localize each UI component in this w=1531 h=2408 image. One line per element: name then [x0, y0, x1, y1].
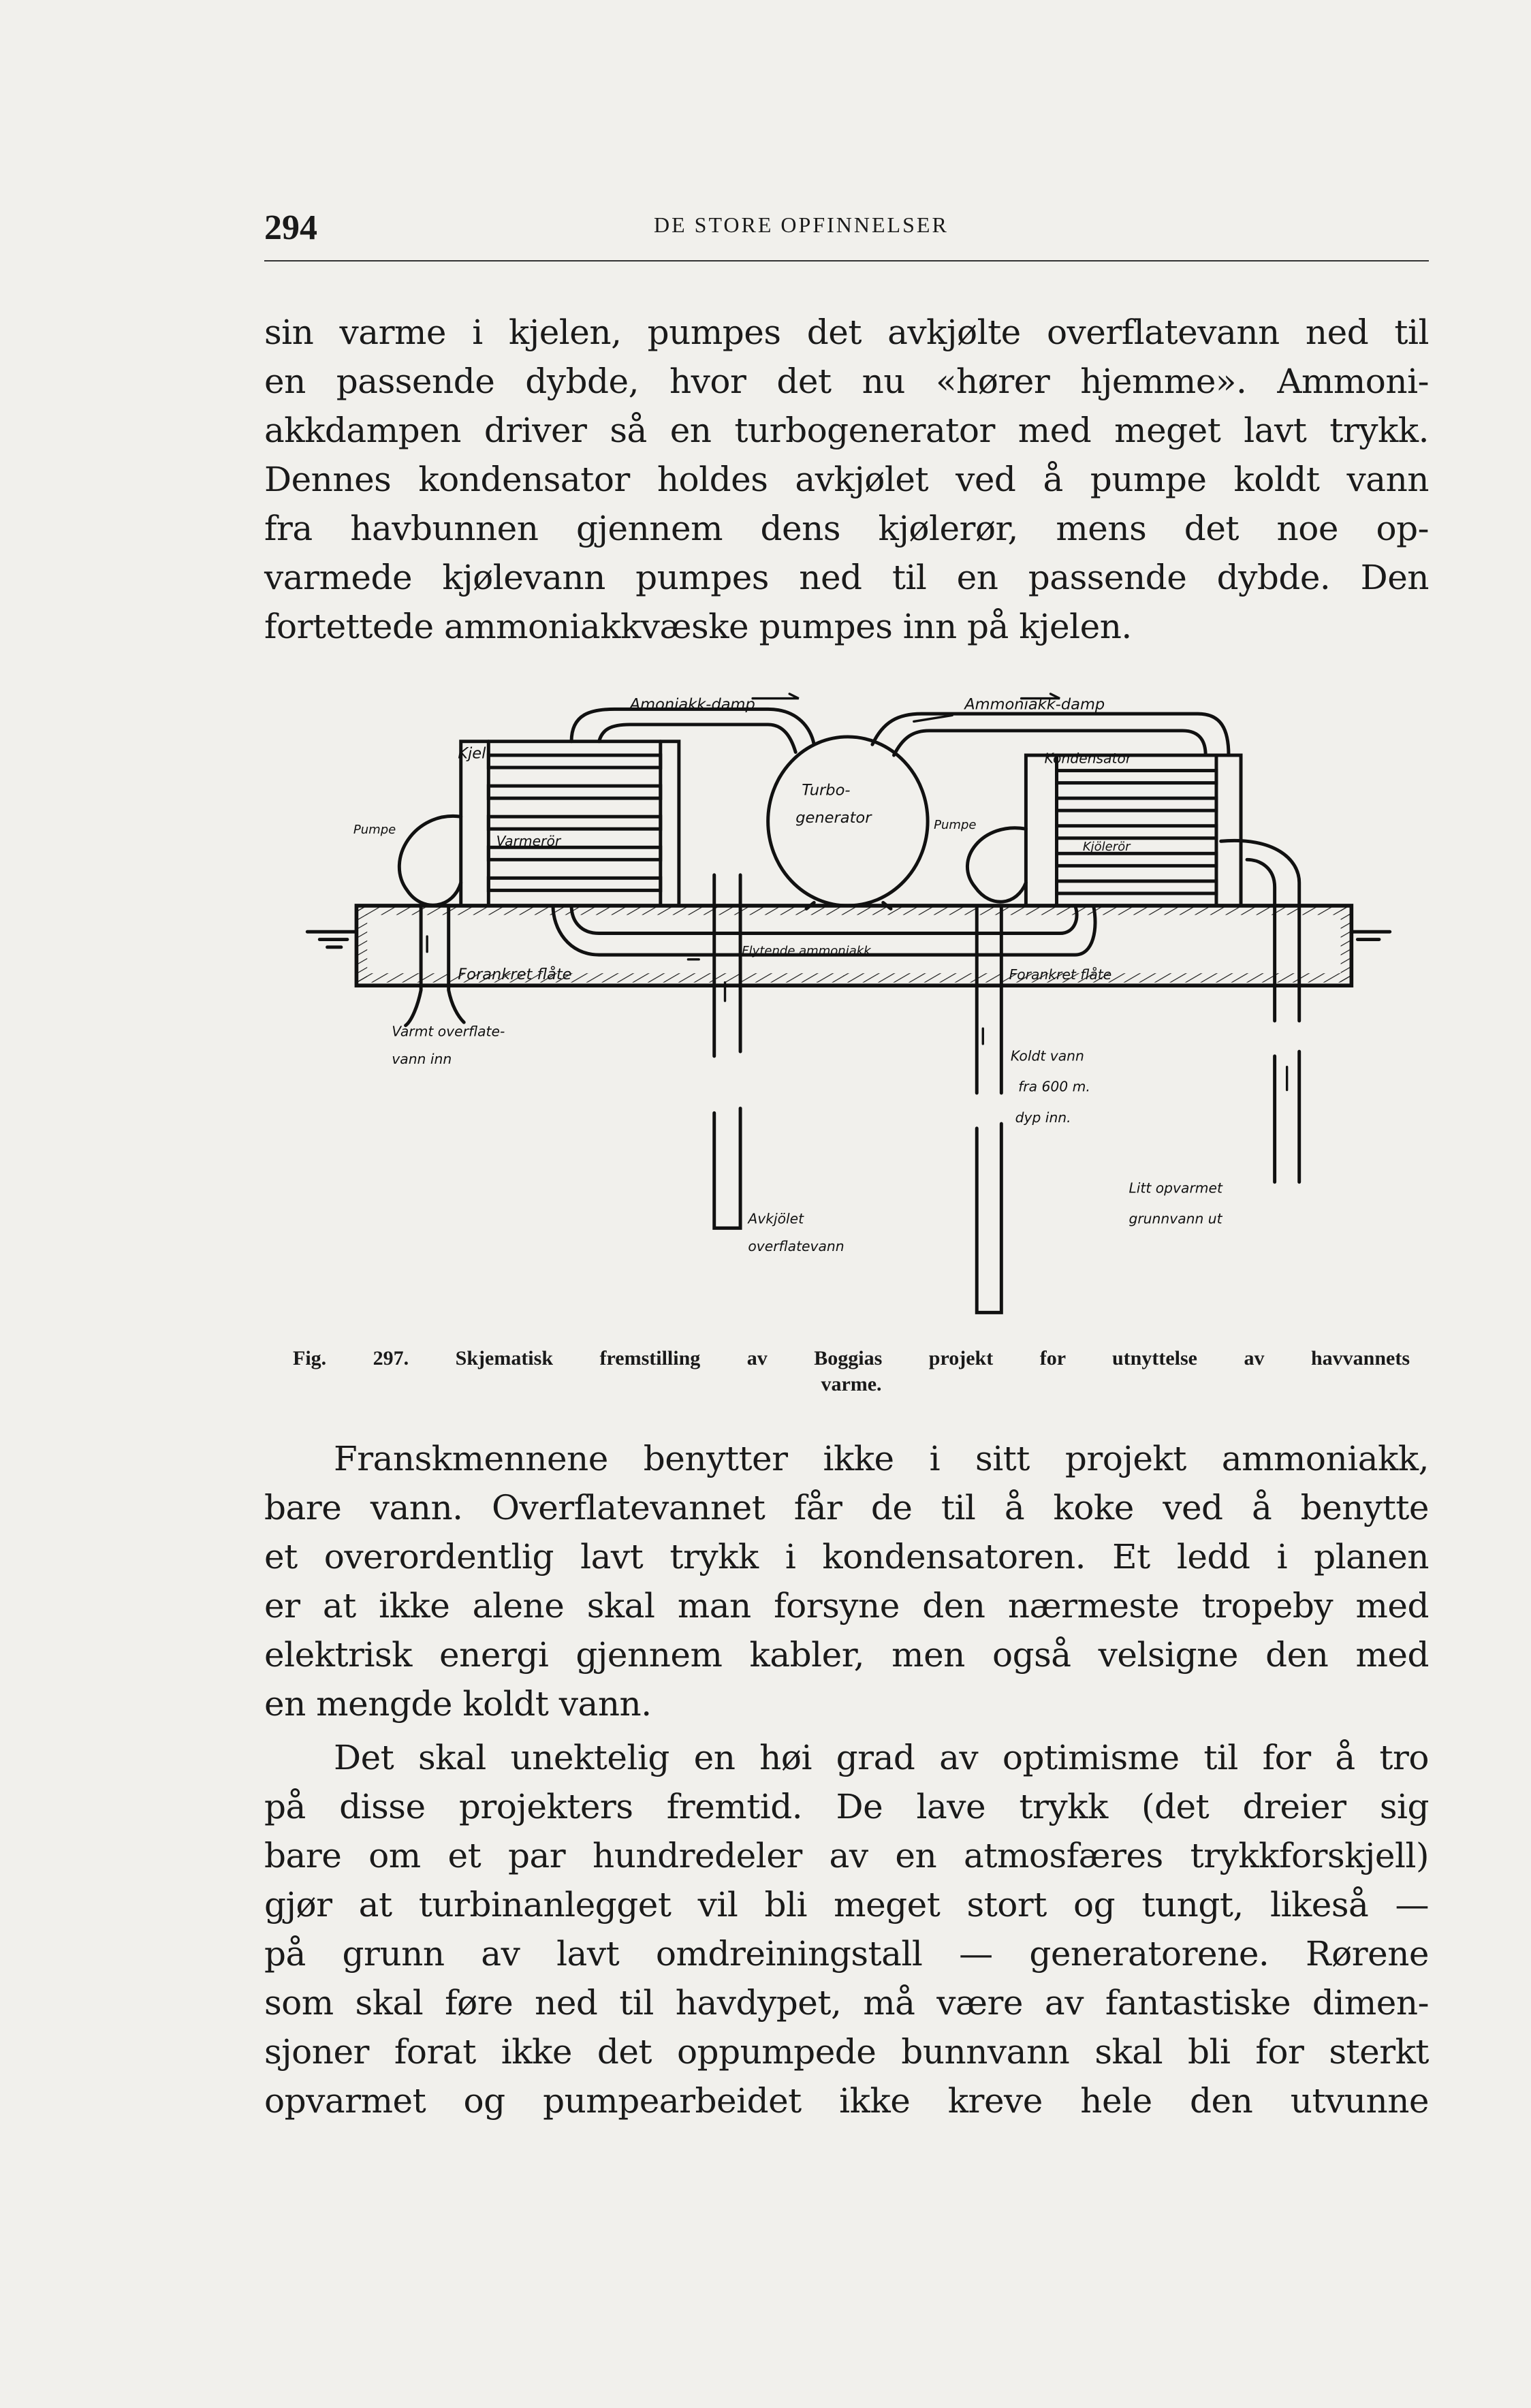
- text-line: bare vann. Overflatevannet får de til å koke ved å benytte: [264, 1488, 1429, 1527]
- label-ammonia-vapor-right: Ammoniakk-damp: [964, 695, 1105, 714]
- caption-line: varme.: [821, 1373, 882, 1395]
- label-pump-right: Pumpe: [934, 818, 977, 833]
- schematic-figure: [300, 683, 1398, 1328]
- text-line: Det skal unektelig en høi grad av optimisme til for å tro: [334, 1738, 1429, 1777]
- pump-right: [967, 828, 1026, 902]
- text-line: er at ikke alene skal man forsyne den nærmeste tropeby med: [264, 1586, 1429, 1626]
- label-warm-in-2: vann inn: [392, 1051, 452, 1068]
- label-heating-tubes: Varmerör: [496, 833, 561, 850]
- condenser: [1026, 755, 1241, 906]
- label-boiler: Kjel: [458, 744, 486, 763]
- text-line: som skal føre ned til havdypet, må være av fantastiske dimen-: [264, 1983, 1429, 2023]
- text-line: akkdampen driver så en turbogenerator med meget lavt trykk.: [264, 411, 1429, 450]
- text-line: på disse projekters fremtid. De lave trykk (det dreier sig: [264, 1787, 1429, 1826]
- cooled-outlet-pipe-upper: [714, 875, 740, 1056]
- text-line: et overordentlig lavt trykk i kondensatoren. Et ledd i planen: [264, 1537, 1429, 1577]
- vapor-pipe-left: [571, 709, 814, 752]
- pump-left: [399, 816, 460, 905]
- label-cold-1: Koldt vann: [1010, 1047, 1084, 1064]
- text-line: sin varme i kjelen, pumpes det avkjølte overflatevann ned til: [264, 313, 1429, 352]
- label-pump-left: Pumpe: [353, 822, 396, 837]
- label-cold-3: dyp inn.: [1015, 1109, 1071, 1126]
- text-line: en passende dybde, hvor det nu «hører hjemme». Ammoni-: [264, 362, 1429, 401]
- header-rule: [264, 260, 1429, 262]
- label-turbo-1: Turbo-: [802, 781, 851, 799]
- label-warmed-2: grunnvann ut: [1128, 1210, 1222, 1227]
- warm-intake-pipe: [406, 906, 464, 1026]
- text-line: Dennes kondensator holdes avkjølet ved å pumpe koldt vann: [264, 460, 1429, 499]
- text-line: fortettede ammoniakkvæske pumpes inn på kjelen.: [264, 607, 1132, 646]
- text-line: gjør at turbinanlegget vil bli meget stort og tungt, likeså —: [264, 1885, 1429, 1924]
- page-number: 294: [264, 208, 317, 247]
- label-cooled-2: overflatevann: [748, 1238, 845, 1255]
- warmed-outlet-pipe-upper: [1221, 840, 1299, 1021]
- text-line: opvarmet og pumpearbeidet ikke kreve hele den utvunne: [264, 2081, 1429, 2121]
- label-cooled-1: Avkjölet: [748, 1210, 804, 1227]
- cooled-outlet-pipe-lower: [714, 1109, 740, 1229]
- label-float-left: Forankret flåte: [458, 966, 572, 984]
- label-cold-2: fra 600 m.: [1018, 1078, 1090, 1095]
- running-title: DE STORE OPFINNELSER: [654, 212, 949, 237]
- label-float-right: Forankret flåte: [1009, 966, 1112, 983]
- figure-caption: [293, 1346, 1410, 1397]
- label-cooling-tubes: Kjölerör: [1082, 839, 1131, 854]
- label-turbo-2: generator: [795, 809, 872, 827]
- text-line: varmede kjølevann pumpes ned til en passende dybde. Den: [264, 558, 1429, 597]
- text-line: fra havbunnen gjennem dens kjølerør, mens det noe op-: [264, 509, 1429, 548]
- text-line: en mengde koldt vann.: [264, 1684, 652, 1724]
- label-liquid-ammonia: Flytende ammoniakk: [742, 944, 871, 959]
- water-line-left: [307, 932, 356, 947]
- label-condenser: Kondensator: [1044, 750, 1132, 767]
- caption-line: Fig. 297. Skjematisk fremstilling av Boggias projekt for utnyttelse av havvannets: [293, 1347, 1410, 1369]
- text-line: elektrisk energi gjennem kabler, men også velsigne den med: [264, 1635, 1429, 1675]
- water-line-right: [1351, 932, 1389, 939]
- label-ammonia-vapor-left: Amoniakk-damp: [629, 695, 755, 714]
- text-line: Franskmennene benytter ikke i sitt projekt ammoniakk,: [334, 1439, 1429, 1478]
- boiler: [461, 742, 679, 906]
- label-warm-in-1: Varmt overflate-: [392, 1023, 505, 1040]
- label-warmed-1: Litt opvarmet: [1128, 1179, 1222, 1197]
- text-line: sjoner forat ikke det oppumpede bunnvann skal bli for sterkt: [264, 2032, 1429, 2072]
- text-line: bare om et par hundredeler av en atmosfæres trykkforskjell): [264, 1836, 1429, 1875]
- cold-intake-pipe-lower: [977, 1124, 1001, 1312]
- text-line: på grunn av lavt omdreiningstall — generatorene. Rørene: [264, 1934, 1429, 1974]
